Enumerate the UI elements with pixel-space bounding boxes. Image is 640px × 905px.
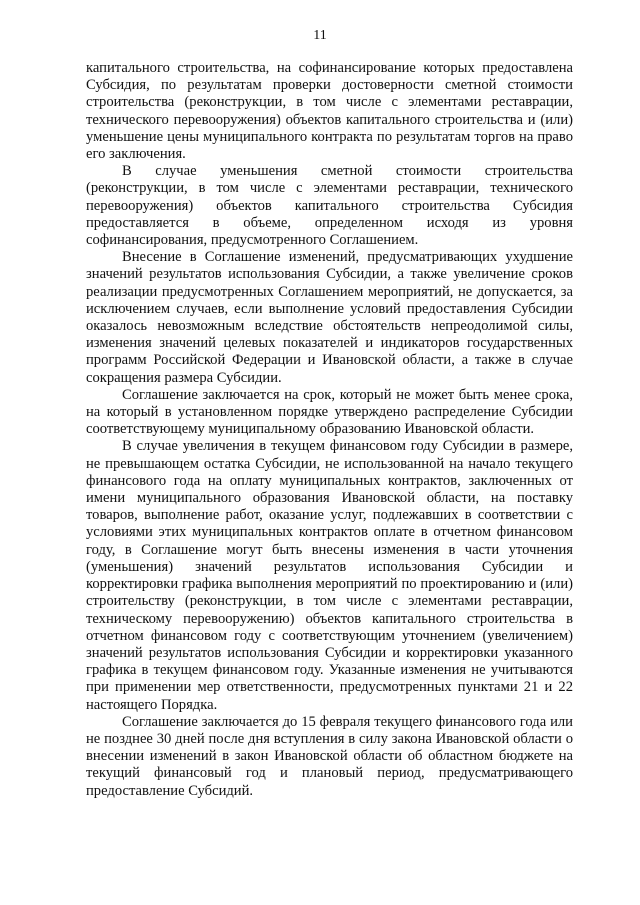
paragraph-amendments: Внесение в Соглашение изменений, предусматривающих ухудшение значений результатов использования Субсидии, а также увеличение сроков реализации предусмотренных Соглашением мероприятий, не допускается, за исключением случаев, если выполнение условий предоставления Субсидии оказалось невозможным вследствие обстоятельств непреодолимой силы, изменения значений целевых показателей и индикаторов государственных программ Российской Федерации и Ивановской области, а также в случае сокращения размера Субсидии.	[86, 249, 573, 386]
paragraph-continuation: капитального строительства, на софинансирование которых предоставлена Субсидия, по результатам проверки достоверности сметной стоимости строительства (реконструкции, в том числе с элементами реставрации, технического перевооружения) объектов капитального строительства и (или) уменьшение цены муниципального контракта по результатам торгов на право его заключения.	[86, 60, 573, 163]
paragraph-conclusion-deadline: Соглашение заключается до 15 февраля текущего финансового года или не позднее 30 дней после дня вступления в силу закона Ивановской области о внесении изменений в закон Ивановской области об областном бюджете на текущий финансовый год и плановый период, предусматривающего предоставление Субсидий.	[86, 713, 573, 799]
paragraph-cost-reduction: В случае уменьшения сметной стоимости строительства (реконструкции, в том числе с элементами реставрации, технического перевооружения) объектов капитального строительства Субсидия предоставляется в объеме, определенном исходя из уровня софинансирования, предусмотренного Соглашением.	[86, 163, 573, 249]
paragraph-subsidy-increase: В случае увеличения в текущем финансовом году Субсидии в размере, не превышающем остатка Субсидии, не использованной на начало текущего финансового года на оплату муниципальных контрактов, заключенных от имени муниципального образования Ивановской области, на поставку товаров, выполнение работ, оказание услуг, подлежавших в соответствии с условиями этих муниципальных контрактов оплате в отчетном финансовом году, в Соглашение могут быть внесены изменения в части уточнения (уменьшения) значений результатов использования Субсидии и корректировки графика выполнения мероприятий по проектированию и (или) строительству (реконструкции, в том числе с элементами реставрации, техническому перевооружению) объектов капитального строительства в отчетном финансовом году с соответствующим уточнением (увеличением) значений результатов использования Субсидии и корректировки указанного графика в текущем финансовом году. Указанные изменения не учитываются при применении мер ответственности, предусмотренных пунктами 21 и 22 настоящего Порядка.	[86, 438, 573, 713]
paragraph-agreement-term: Соглашение заключается на срок, который не может быть менее срока, на который в установленном порядке утверждено распределение Субсидии соответствующему муниципальному образованию Ивановской области.	[86, 386, 573, 438]
body-text	[86, 60, 573, 800]
page-number: 11	[313, 28, 327, 43]
